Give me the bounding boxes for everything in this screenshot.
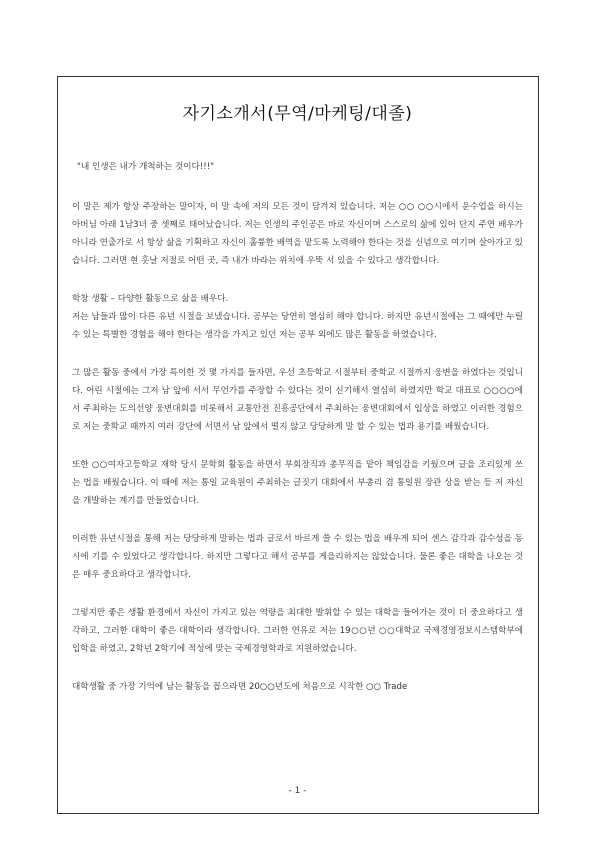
paragraph-university-choice: 그렇지만 좋은 생활 환경에서 자신이 가지고 있는 역량을 최대한 발휘할 수 있는 대학을 들어가는 것이 더 중요하다고 생각하고, 그러한 대학이 좋은 대학이라 생각합니다. 그러한 연유로 저는 19○○년 ○○대학교 국제경영정보시스템학부에 입학을 하였고, 2학년 2학기에 적성에 맞는 국제경영학과로 지원하였습니다. (72, 608, 523, 654)
document-body (72, 158, 523, 696)
opening-quote: "내 인생은 내가 개척하는 것이다!!!" (77, 162, 215, 172)
paragraph-speech-activities: 그 많은 활동 중에서 가장 특이한 것 몇 가지를 들자면, 우선 초등학교 시절부터 중학교 시절까지 웅변을 하였다는 것입니다. 어린 시절에는 그저 남 앞에 서서 무언가를 주장할 수 있다는 것이 신기해서 열심히 하였지만 학교 대표로 ○○○○에서 주최하는 도의선양 웅변대회를 비롯해서 교통안전 진흥공단에서 주최하는 웅변대회에서 입상을 하였고 이러한 경험으로 저는 중학교 때까지 여러 강단에 서면서 남 앞에서 떨지 않고 당당하게 말 할 수 있는 법과 용기를 배웠습니다. (72, 368, 523, 432)
paragraph-intro: 이 말은 제가 항상 주장하는 말이자, 이 말 속에 저의 모든 것이 담겨져 있습니다. 저는 ○○ ○○시에서 운수업을 하시는 아버님 아래 1남3녀 중 셋째로 태어났습니다. 저는 인생의 주인공은 바로 자신이며 스스로의 삶에 있어 단지 주연 배우가 아니라 연출가로 서 항상 삶을 기획하고 자신이 훌륭한 배역을 맡도록 노력해야 한다는 것을 신념으로 여기며 살아가고 있습니다. 그러면 현 훗날 저절로 어떤 곳, 즉 내가 바라는 위치에 우뚝 서 있을 수 있다고 생각합니다. (72, 202, 523, 266)
paragraph-childhood: 저는 남들과 많이 다른 유년 시절을 보냈습니다. 공부는 당연히 열심히 해야 합니다. 하지만 유년시절에는 그 때에만 누릴 수 있는 특별한 경험을 해야 한다는 생각을 가지고 있던 저는 공부 외에도 많은 활동을 하였습니다. (72, 312, 523, 340)
section-heading-school-life: 학창 생활 – 다양한 활동으로 삶을 배우다. (72, 294, 229, 304)
paragraph-high-school: 또한 ○○여자고등학교 재학 당시 문학회 활동을 하면서 부회장직과 총무직을 맡아 책임감을 키웠으며 글을 조리있게 쓰는 법을 배웠습니다. 이 때에 저는 통일 교육원이 주최하는 글짓기 대회에서 부총리 겸 통일원 장관 상을 받는 등 저 자신을 개발하는 계기를 만들었습니다. (72, 460, 523, 506)
document-title: 자기소개서(무역/마케팅/대졸) (182, 104, 413, 124)
page-number: - 1 - (288, 786, 307, 796)
paragraph-reflection: 이러한 유년시절을 통해 저는 당당하게 말하는 법과 글로서 바르게 쓸 수 있는 법을 배우게 되어 센스 감각과 감수성을 동시에 기를 수 있었다고 생각합니다. 하지만 그렇다고 해서 공부를 게을리하지는 않았습니다. 물론 좋은 대학을 나오는 것은 매우 중요하다고 생각합니다. (72, 534, 523, 580)
paragraph-university-activity: 대학생활 중 가장 기억에 남는 활동을 꼽으라면 20○○년도에 처음으로 시작한 ○○ Trade (72, 682, 408, 692)
